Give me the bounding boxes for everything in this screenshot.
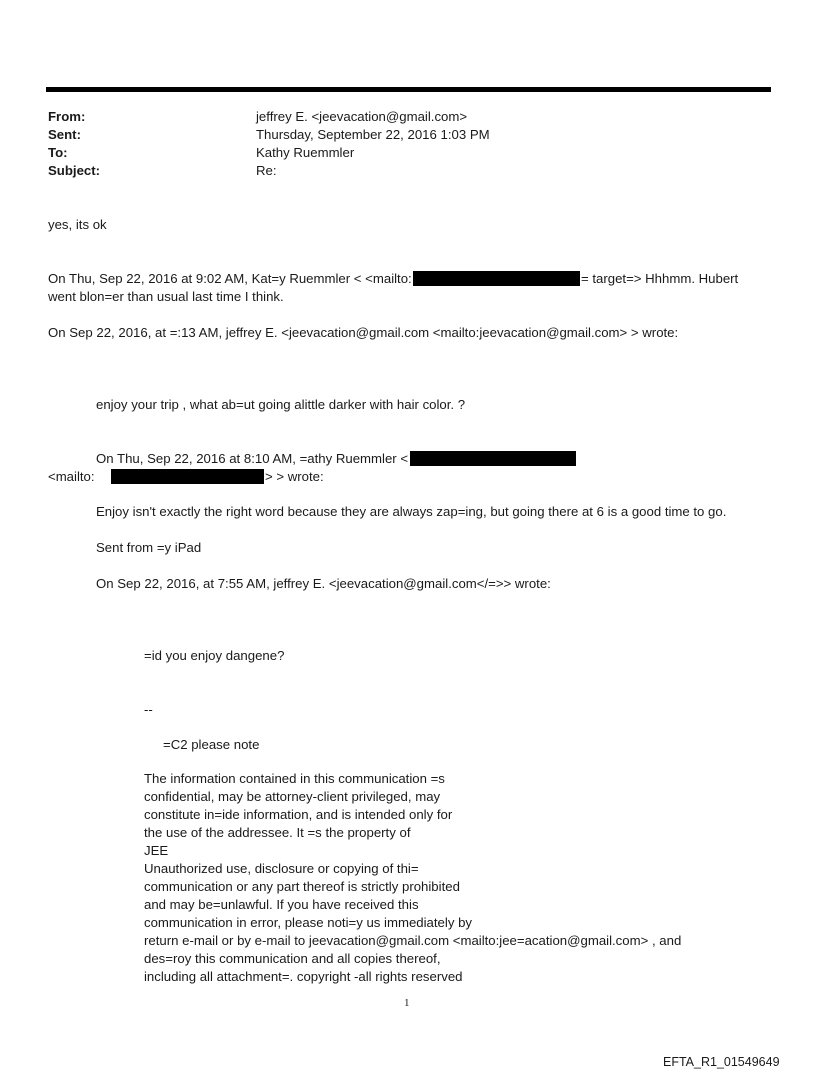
disclaimer-line: communication in error, please noti=y us immediately by (144, 915, 473, 930)
from-value: jeffrey E. <jeevacation@gmail.com> (256, 109, 468, 124)
quote3-text: Enjoy isn't exactly the right word because they are always zap=ing, but going there at 6 is a good time to go. (96, 504, 727, 519)
subject-label: Subject: (48, 163, 101, 178)
quote4-text: =id you enjoy dangene? (144, 648, 285, 663)
redaction-box (111, 469, 264, 484)
quote3-line1: On Thu, Sep 22, 2016 at 8:10 AM, =athy Ruemmler < (96, 451, 409, 466)
disclaimer-line: confidential, may be attorney-client privileged, may (144, 789, 441, 804)
redaction-box (410, 451, 576, 466)
page-number: 1 (404, 997, 410, 1009)
quote3-signature: Sent from =y iPad (96, 540, 202, 555)
subject-value: Re: (256, 163, 277, 178)
to-value: Kathy Ruemmler (256, 145, 355, 160)
disclaimer-line: and may be=unlawful. If you have received this (144, 897, 419, 912)
to-label: To: (48, 145, 68, 160)
disclaimer-line: Unauthorized use, disclosure or copying of thi= (144, 861, 419, 876)
quote1-line1a: On Thu, Sep 22, 2016 at 9:02 AM, Kat=y Ruemmler < <mailto: (48, 271, 412, 286)
disclaimer-line: des=roy this communication and all copies thereof, (144, 951, 441, 966)
from-label: From: (48, 109, 86, 124)
disclaimer-line: communication or any part thereof is strictly prohibited (144, 879, 460, 894)
sent-label: Sent: (48, 127, 81, 142)
disclaimer-line: JEE (144, 843, 169, 858)
quote3-line2b: > > wrote: (265, 469, 324, 484)
quote3-line2a: <mailto: (48, 469, 95, 484)
document-id: EFTA_R1_01549649 (663, 1055, 780, 1069)
disclaimer-line: including all attachment=. copyright -all rights reserved (144, 969, 463, 984)
disclaimer-line: return e-mail or by e-mail to jeevacation@gmail.com <mailto:jee=acation@gmail.com> , and (144, 933, 682, 948)
quote2-header: On Sep 22, 2016, at =:13 AM, jeffrey E. <jeevacation@gmail.com <mailto:jeevacation@gmail.com> > wrote: (48, 325, 679, 340)
quote1-line1b: = target=> Hhhmm. Hubert (581, 271, 739, 286)
sent-value: Thursday, September 22, 2016 1:03 PM (256, 127, 490, 142)
disclaimer-line: the use of the addressee. It =s the property of (144, 825, 411, 840)
reply-text: yes, its ok (48, 217, 107, 232)
quote2-text: enjoy your trip , what ab=ut going alittle darker with hair color. ? (96, 397, 466, 412)
quote4-header: On Sep 22, 2016, at 7:55 AM, jeffrey E. <jeevacation@gmail.com</=>> wrote: (96, 576, 551, 591)
header-rule (46, 87, 771, 92)
signature-separator: -- (144, 702, 153, 717)
disclaimer-line: The information contained in this communication =s (144, 771, 445, 786)
signature-note: =C2 please note (163, 737, 260, 752)
quote1-line2: went blon=er than usual last time I think. (48, 289, 284, 304)
disclaimer-line: constitute in=ide information, and is intended only for (144, 807, 453, 822)
redaction-box (413, 271, 580, 286)
